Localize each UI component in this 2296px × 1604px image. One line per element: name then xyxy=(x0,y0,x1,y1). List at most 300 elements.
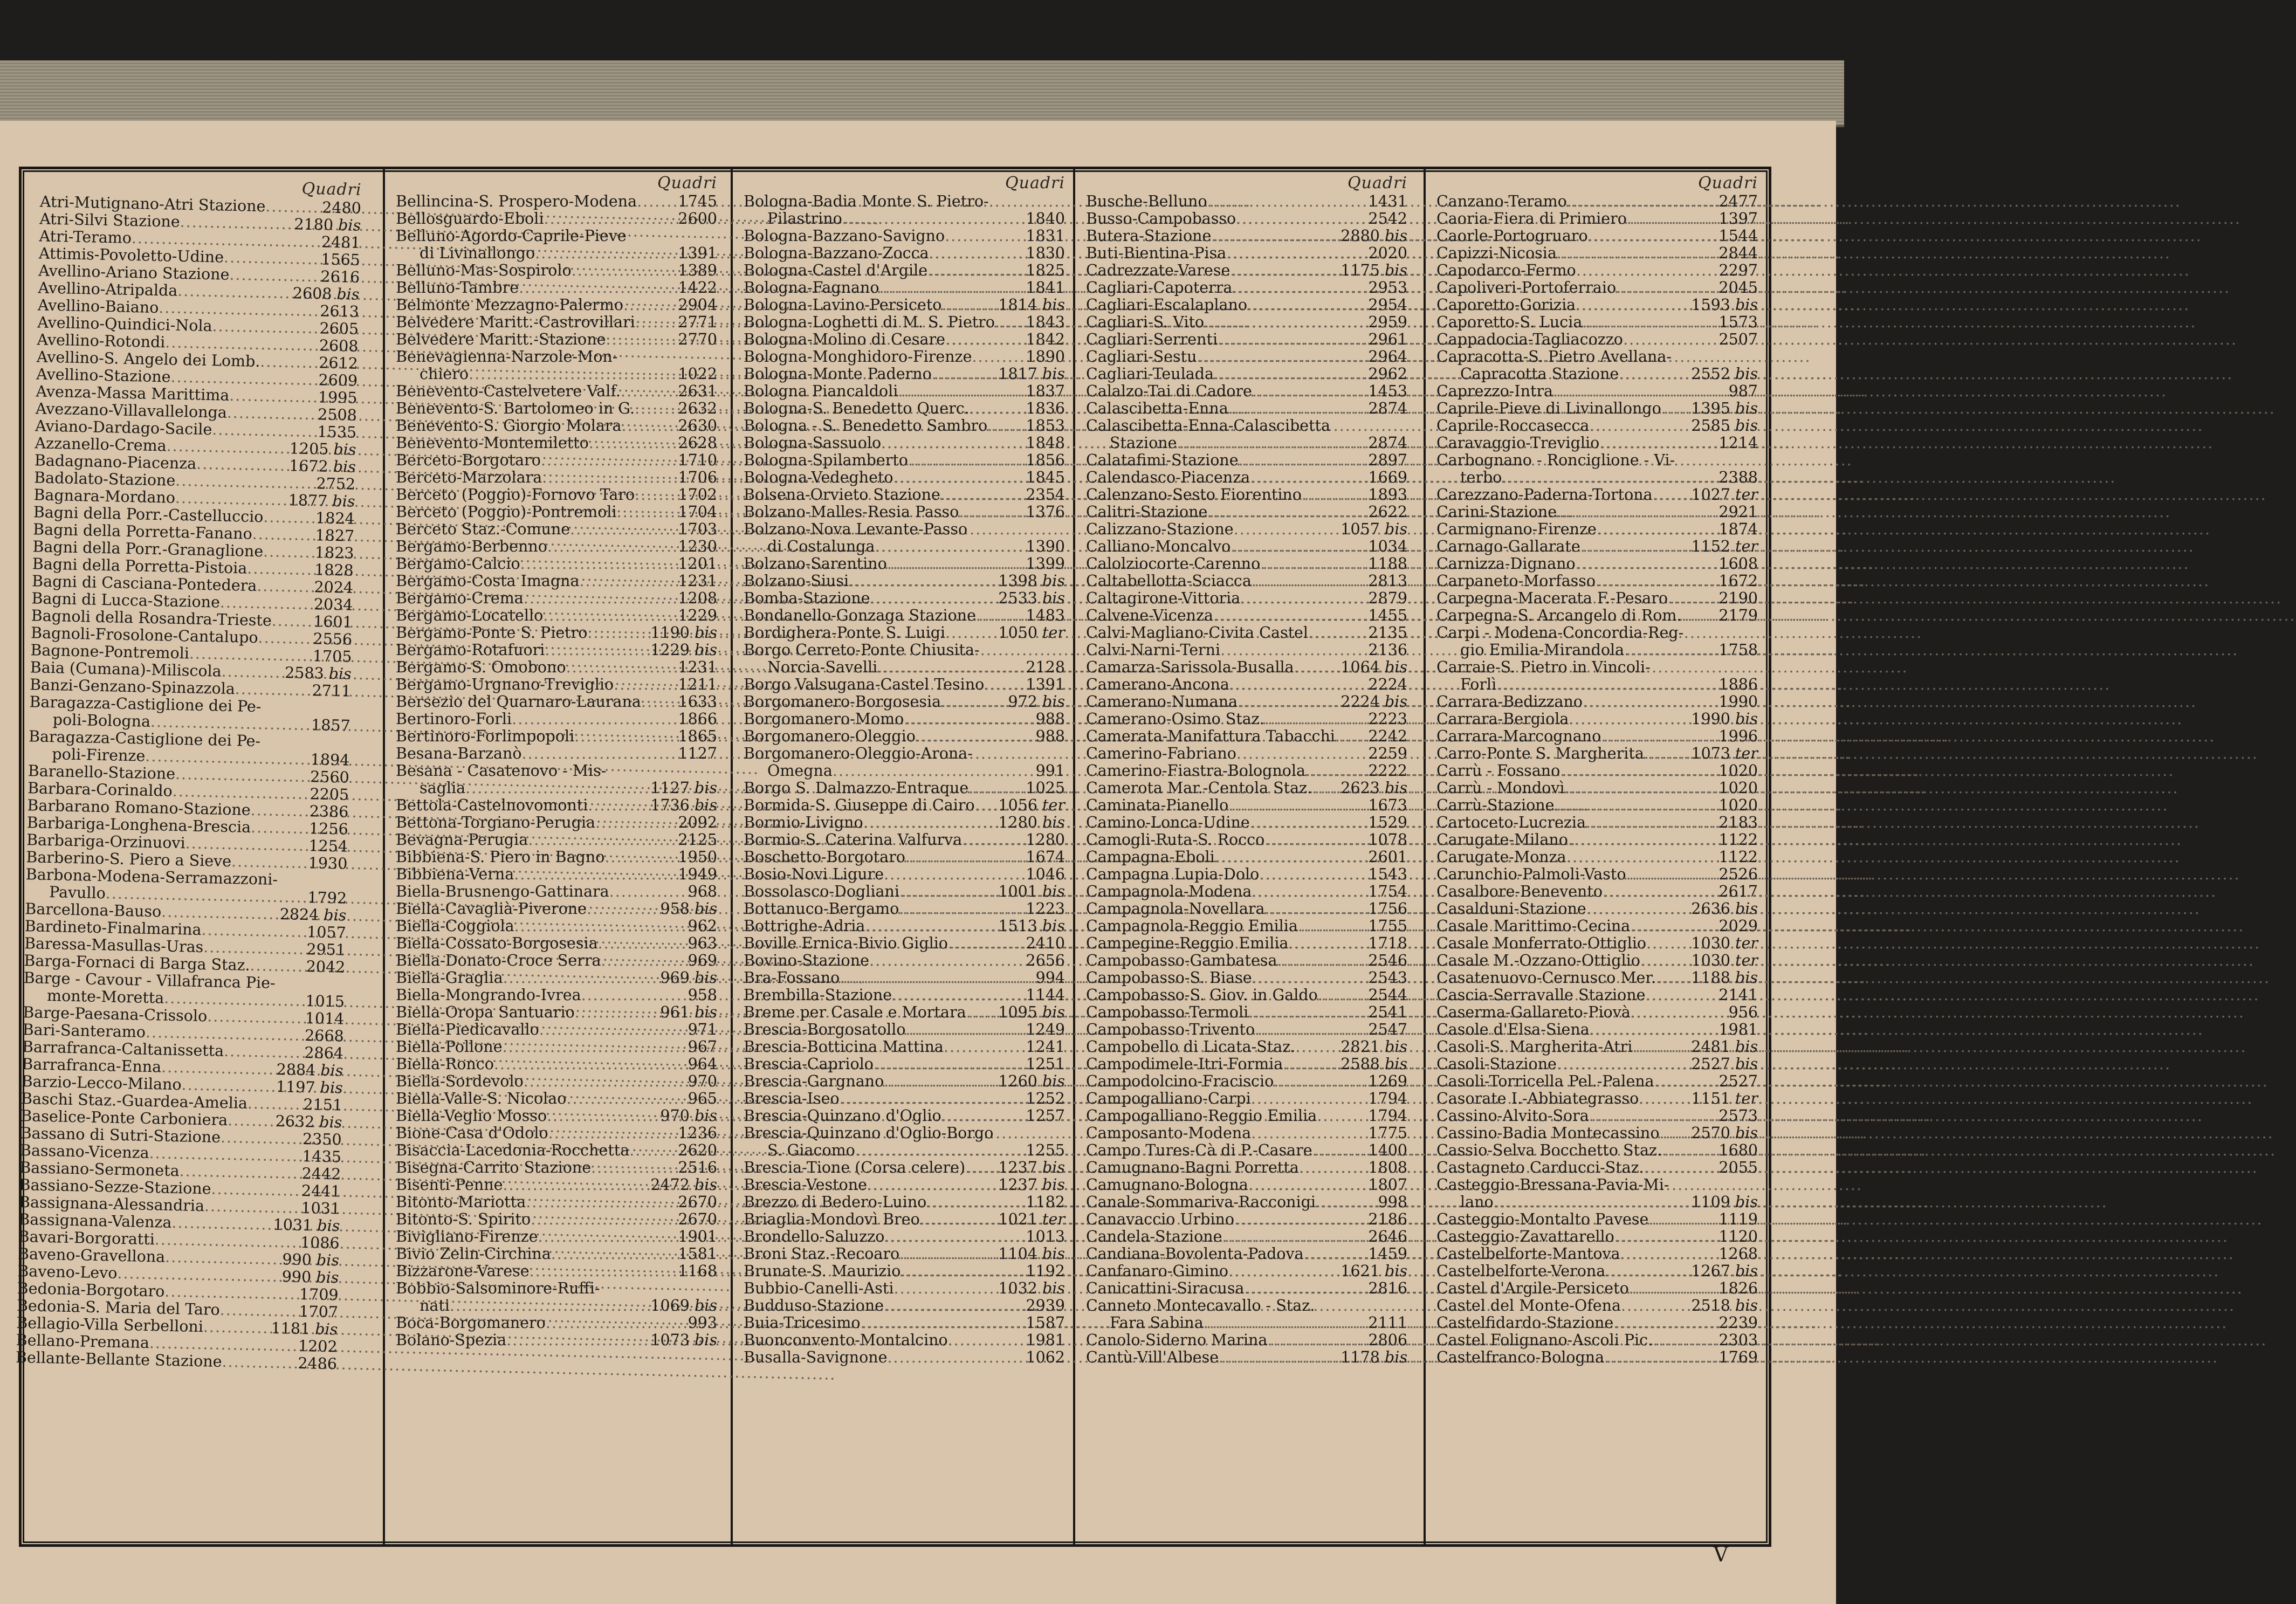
entry-route-name: Bione-Casa d'Odolo xyxy=(396,1124,548,1142)
table-number-value: 1826 xyxy=(1718,1279,1758,1297)
index-entry xyxy=(744,1176,1065,1194)
table-number-value: 1223 xyxy=(1026,900,1065,918)
index-entry-continued xyxy=(1086,417,1407,435)
entry-table-number xyxy=(1716,918,1758,935)
entry-table-number xyxy=(1716,780,1758,797)
table-number-suffix: bis xyxy=(1042,883,1065,900)
entry-route-name: Badolato-Stazione xyxy=(33,469,176,490)
table-number-value: 1208 xyxy=(678,589,717,607)
entry-route-name: Calendasco-Piacenza xyxy=(1086,469,1250,486)
entry-route-name: Bevagna-Perugia xyxy=(396,831,528,849)
table-number-value: 2092 xyxy=(678,814,717,831)
index-entry xyxy=(744,987,1065,1004)
entry-route-name: Belluno-Agordo-Caprile-Pieve xyxy=(396,227,627,245)
entry-route-name: Bisaccia-Lacedonia-Rocchetta xyxy=(396,1141,630,1159)
entry-table-number xyxy=(287,440,356,459)
entry-route-name: Cassio-Selva Bocchetto Staz. xyxy=(1436,1141,1662,1159)
index-entry xyxy=(744,555,1065,573)
table-number-value: 1756 xyxy=(1368,900,1407,918)
table-number-value: 1030 xyxy=(1691,952,1730,969)
table-number-value: 1843 xyxy=(1026,313,1065,331)
index-entry xyxy=(1086,1056,1407,1073)
index-entry-continued xyxy=(744,642,1065,659)
entry-route-name: Biella-Mongrando-Ivrea xyxy=(396,986,581,1004)
index-entry xyxy=(396,193,717,210)
leader-dots xyxy=(1230,262,1338,279)
entry-route-name: Baia (Cumana)-Miliscola xyxy=(30,658,222,680)
index-entry xyxy=(1086,1038,1407,1056)
entry-table-number xyxy=(1366,987,1407,1004)
index-entry xyxy=(1086,383,1407,400)
leader-dots xyxy=(840,1090,1024,1107)
table-number-value: 1754 xyxy=(1368,883,1407,900)
entry-route-name: Budduso-Stazione xyxy=(744,1297,884,1314)
entry-route-name: Omegna xyxy=(767,762,833,780)
entry-route-name: Brondello-Saluzzo xyxy=(744,1228,885,1245)
table-number-value: 1842 xyxy=(1026,331,1065,348)
table-number-value: 994 xyxy=(1035,969,1065,987)
index-entry xyxy=(1436,504,1758,521)
index-entry xyxy=(1436,900,1758,918)
index-entry xyxy=(744,348,1065,366)
index-entry xyxy=(396,331,717,348)
table-number-value: 1057 xyxy=(1341,520,1380,538)
entry-table-number xyxy=(1034,728,1065,745)
leader-dots xyxy=(884,1297,1023,1314)
table-number-value: 1237 xyxy=(998,1159,1037,1176)
table-number-value: 2752 xyxy=(316,474,356,493)
entry-route-name: poli-Bologna xyxy=(52,711,151,731)
entry-route-name: Barbona-Modena-Serramazzoni- xyxy=(25,865,278,889)
index-entry xyxy=(396,245,717,262)
index-entry-continued xyxy=(1436,624,1758,642)
entry-route-name: Benevagienna-Narzole-Mon- xyxy=(396,348,618,366)
leader-dots xyxy=(1605,1263,1689,1280)
leader-dots xyxy=(204,1197,299,1217)
leader-dots xyxy=(541,452,676,469)
leader-dots xyxy=(865,918,996,935)
table-number-value: 1587 xyxy=(1026,1314,1065,1332)
table-number-value: 1252 xyxy=(1026,1090,1065,1107)
index-entry xyxy=(396,555,717,573)
entry-route-name: Carmignano-Firenze xyxy=(1436,520,1597,538)
index-entry xyxy=(396,538,717,555)
index-entry xyxy=(744,918,1065,935)
entry-table-number xyxy=(1716,797,1758,814)
table-number-value: 1990 xyxy=(1718,693,1758,711)
leader-dots xyxy=(898,383,1023,400)
leader-dots xyxy=(250,957,304,975)
index-entry xyxy=(1436,228,1758,245)
entry-table-number xyxy=(1023,1314,1065,1332)
table-number-value: 1840 xyxy=(1026,210,1065,228)
entry-route-name: Casteggio-Bressana-Pavia-Mi- xyxy=(1436,1176,1669,1194)
table-number-value: 2570 xyxy=(1691,1124,1730,1142)
leader-dots xyxy=(1304,1245,1366,1263)
entry-route-name: Aviano-Dardago-Sacile xyxy=(35,417,212,439)
index-entry xyxy=(744,952,1065,969)
leader-dots xyxy=(1298,918,1366,935)
index-entry xyxy=(1436,245,1758,262)
entry-table-number xyxy=(996,590,1065,607)
entry-route-name: Atri-Teramo xyxy=(39,227,132,247)
index-entry xyxy=(1436,1004,1758,1021)
index-entry xyxy=(1086,711,1407,728)
entry-table-number xyxy=(676,383,717,400)
entry-table-number xyxy=(1366,1228,1407,1245)
entry-table-number xyxy=(996,1004,1065,1021)
table-number-suffix: bis xyxy=(695,1297,717,1314)
table-number-value: 1710 xyxy=(678,451,717,469)
index-entry xyxy=(1436,866,1758,883)
index-entry xyxy=(744,245,1065,262)
table-number-value: 1400 xyxy=(1368,1141,1407,1159)
table-number-value: 1188 xyxy=(1691,969,1730,987)
leader-dots xyxy=(861,1314,1024,1332)
table-number-value: 990 xyxy=(282,1250,312,1269)
entry-table-number xyxy=(1338,228,1407,245)
table-number-value: 1152 xyxy=(1691,538,1730,555)
table-number-suffix: ter xyxy=(1735,952,1758,969)
entry-table-number xyxy=(308,751,350,769)
index-entry xyxy=(1436,642,1758,659)
index-entry xyxy=(396,521,717,538)
entry-route-name: Casteggio-Zavattarello xyxy=(1436,1228,1614,1245)
entry-table-number xyxy=(1716,866,1758,883)
table-number-value: 1830 xyxy=(1026,244,1065,262)
entry-table-number xyxy=(1366,797,1407,814)
leader-dots xyxy=(1653,1332,1716,1349)
leader-dots xyxy=(629,1142,676,1159)
leader-dots xyxy=(570,521,676,538)
leader-dots xyxy=(1264,900,1366,918)
index-entry xyxy=(396,1245,717,1263)
index-entry xyxy=(1436,780,1758,797)
index-entry xyxy=(1436,573,1758,590)
index-entry xyxy=(1086,1314,1407,1332)
leader-dots xyxy=(920,1211,996,1228)
entry-table-number xyxy=(1716,590,1758,607)
entry-route-name: Bomba-Stazione xyxy=(744,589,870,607)
entry-route-name: Bra-Fossano xyxy=(744,969,840,987)
entry-table-number xyxy=(317,354,358,373)
entry-table-number xyxy=(1716,435,1758,452)
entry-route-name: Caravaggio-Treviglio xyxy=(1436,434,1600,452)
entry-table-number xyxy=(1023,452,1065,469)
index-entry xyxy=(744,469,1065,486)
leader-dots xyxy=(1312,1142,1366,1159)
table-number-value: 2533 xyxy=(998,589,1037,607)
index-entry xyxy=(1086,245,1407,262)
index-entry xyxy=(744,590,1065,607)
entry-table-number xyxy=(1716,849,1758,866)
entry-route-name: Barbarano Romano-Stazione xyxy=(27,796,251,819)
table-number-suffix: bis xyxy=(317,1216,340,1235)
entry-table-number xyxy=(658,1107,717,1125)
leader-dots xyxy=(1619,366,1689,383)
leader-dots xyxy=(572,262,676,279)
leader-dots xyxy=(535,245,676,262)
table-number-value: 1120 xyxy=(1718,1228,1758,1245)
table-number-value: 1211 xyxy=(678,676,717,693)
entry-table-number xyxy=(1366,745,1407,762)
leader-dots xyxy=(247,560,313,579)
entry-table-number xyxy=(1023,676,1065,693)
entry-route-name: Campagna Lupia-Dolo xyxy=(1086,865,1260,883)
entry-route-name: Bagni di Casciana-Pontedera xyxy=(31,572,257,595)
entry-table-number xyxy=(1023,1090,1065,1107)
entry-route-name: Busso-Campobasso xyxy=(1086,210,1236,228)
entry-route-name: Castel Folignano-Ascoli Pic. xyxy=(1436,1331,1653,1349)
table-number-value: 2600 xyxy=(678,210,717,228)
entry-table-number xyxy=(1366,314,1407,331)
leader-dots xyxy=(855,1142,1024,1159)
leader-dots xyxy=(494,1056,686,1073)
entry-route-name: Bassano di Sutri-Stazione xyxy=(20,1124,221,1146)
leader-dots xyxy=(926,1194,1023,1211)
table-number-suffix: bis xyxy=(1385,227,1407,245)
table-number-value: 2111 xyxy=(1368,1314,1407,1332)
index-entry xyxy=(396,1142,717,1159)
leader-dots xyxy=(840,969,1033,987)
leader-dots xyxy=(203,939,305,958)
entry-route-name: Campogalliano-Carpi xyxy=(1086,1090,1251,1107)
table-number-value: 962 xyxy=(688,917,717,935)
index-entry xyxy=(1436,555,1758,573)
index-entry xyxy=(1086,1004,1407,1021)
index-entry xyxy=(1086,366,1407,383)
entry-table-number xyxy=(1366,711,1407,728)
entry-route-name: Avellino-S. Angelo dei Lomb. xyxy=(36,348,260,371)
leader-dots xyxy=(1646,935,1689,952)
table-number-value: 1836 xyxy=(1026,400,1065,417)
table-number-value: 1808 xyxy=(1368,1159,1407,1176)
entry-table-number xyxy=(1366,1332,1407,1349)
leader-dots xyxy=(874,1056,1023,1073)
entry-table-number xyxy=(311,630,352,649)
entry-table-number xyxy=(648,642,717,659)
index-entry xyxy=(1436,297,1758,314)
entry-route-name: Campagnola-Modena xyxy=(1086,883,1252,900)
index-column-5 xyxy=(1426,175,1768,1541)
book-page xyxy=(0,121,1836,1604)
table-number-suffix: bis xyxy=(324,906,347,925)
index-entry xyxy=(1086,314,1407,331)
leader-dots xyxy=(201,921,305,941)
entry-route-name: Camerano-Numana xyxy=(1086,693,1238,711)
leader-dots xyxy=(1295,1038,1338,1056)
index-entry xyxy=(744,383,1065,400)
entry-route-name: Calascibetta-Enna xyxy=(1086,400,1228,417)
leader-dots xyxy=(1234,1211,1366,1228)
table-number-value: 1046 xyxy=(1026,865,1065,883)
leader-dots xyxy=(545,642,648,659)
leader-dots xyxy=(945,624,996,642)
entry-route-name: Caprile-Roccasecca xyxy=(1436,417,1590,435)
table-number-value: 1399 xyxy=(1026,555,1065,573)
table-number-value: 2526 xyxy=(1718,865,1758,883)
entry-table-number xyxy=(1689,400,1758,417)
table-number-value: 2410 xyxy=(1026,934,1065,952)
index-entry-continued xyxy=(1436,348,1758,366)
table-number-value: 1608 xyxy=(1718,555,1758,573)
table-number-value: 1792 xyxy=(307,889,347,907)
leader-dots xyxy=(1277,952,1366,969)
index-entry xyxy=(1436,762,1758,780)
entry-route-name: Bologna-Bazzano-Zocca xyxy=(744,244,929,262)
entry-table-number xyxy=(292,216,361,235)
leader-dots xyxy=(229,387,316,406)
table-number-value: 2128 xyxy=(1026,658,1065,676)
leader-dots xyxy=(1568,831,1717,849)
entry-table-number xyxy=(1689,366,1758,383)
index-entry xyxy=(1086,1349,1407,1366)
table-number-value: 958 xyxy=(660,900,690,918)
entry-route-name: Bellagio-Villa Serbelloni xyxy=(16,1313,204,1336)
entry-route-name: Bormio-Livigno xyxy=(744,814,863,831)
table-number-value: 1775 xyxy=(1368,1124,1407,1142)
entry-route-name: Casale Marittimo-Cecina xyxy=(1436,917,1631,935)
leader-dots xyxy=(1596,573,1716,590)
entry-table-number xyxy=(1366,279,1407,297)
table-number-value: 1853 xyxy=(1026,417,1065,435)
table-number-value: 1391 xyxy=(1026,676,1065,693)
index-entry xyxy=(744,331,1065,348)
table-number-suffix: ter xyxy=(1735,1090,1758,1107)
entry-route-name: Bari-Santeramo xyxy=(22,1021,146,1041)
entry-route-name: Calitri-Stazione xyxy=(1086,503,1208,521)
entry-table-number xyxy=(1366,366,1407,383)
leader-dots xyxy=(250,802,307,820)
leader-dots xyxy=(595,814,676,831)
table-number-value: 1144 xyxy=(1026,986,1065,1004)
table-number-value: 1758 xyxy=(1718,641,1758,659)
index-entry xyxy=(1436,969,1758,987)
leader-dots xyxy=(904,711,1033,728)
table-number-suffix: bis xyxy=(695,969,717,987)
column-header: Quadri xyxy=(1348,174,1407,192)
entry-route-name: Campobasso-Gambatesa xyxy=(1086,952,1277,969)
index-entry xyxy=(1086,987,1407,1004)
entry-route-name: Benevento-Castelvetere Valf. xyxy=(396,382,621,400)
table-number-value: 2190 xyxy=(1718,589,1758,607)
entry-route-name: Caprezzo-Intra xyxy=(1436,382,1553,400)
index-entry xyxy=(1086,331,1407,348)
leader-dots xyxy=(966,1004,996,1021)
table-number-suffix: bis xyxy=(1042,1176,1065,1194)
entry-route-name: Baranello-Stazione xyxy=(28,762,176,783)
entry-route-name: Bagni di Lucca-Stazione xyxy=(31,589,221,611)
table-number-value: 1565 xyxy=(320,250,361,269)
table-number-value: 2770 xyxy=(678,331,717,348)
entry-table-number xyxy=(1716,762,1758,780)
leader-dots xyxy=(1599,435,1716,452)
entry-table-number xyxy=(1727,383,1758,400)
leader-dots xyxy=(1207,504,1366,521)
index-entry xyxy=(396,1194,717,1211)
entry-route-name: Biella-Ronco xyxy=(396,1055,494,1073)
entry-table-number xyxy=(1366,573,1407,590)
index-entry xyxy=(396,1107,717,1125)
index-entry-continued xyxy=(1086,1297,1407,1314)
entry-route-name: Bosio-Novi Ligure xyxy=(744,865,884,883)
entry-table-number xyxy=(1366,952,1407,969)
leader-dots xyxy=(591,1159,676,1176)
table-number-value: 2547 xyxy=(1368,1021,1407,1038)
entry-route-name: Canolo-Siderno Marina xyxy=(1086,1331,1268,1349)
leader-dots xyxy=(635,314,676,331)
entry-table-number xyxy=(1366,1125,1407,1142)
index-entry xyxy=(744,659,1065,676)
table-number-suffix: bis xyxy=(695,1003,717,1021)
table-number-value: 2824 xyxy=(279,905,319,924)
table-number-value: 1269 xyxy=(1368,1072,1407,1090)
leader-dots xyxy=(1236,745,1366,762)
entry-route-name: Camerano-Ancona xyxy=(1086,676,1229,693)
entry-route-name: Casorate I.-Abbiategrasso xyxy=(1436,1090,1639,1107)
leader-dots xyxy=(589,435,676,452)
entry-table-number xyxy=(1716,1228,1758,1245)
entry-table-number xyxy=(676,1142,717,1159)
table-number-value: 2179 xyxy=(1718,607,1758,624)
entry-table-number xyxy=(1023,849,1065,866)
leader-dots xyxy=(1274,1073,1366,1090)
table-number-value: 1001 xyxy=(998,883,1037,900)
index-entry xyxy=(1436,952,1758,969)
entry-table-number xyxy=(1689,1297,1758,1314)
entry-table-number xyxy=(1689,486,1758,504)
entry-route-name: Castel d'Argile-Persiceto xyxy=(1436,1279,1629,1297)
table-number-value: 965 xyxy=(688,1090,717,1107)
entry-route-name: Campobasso-S. Giov. in Galdo xyxy=(1086,986,1318,1004)
entry-table-number xyxy=(1689,538,1758,555)
entry-table-number xyxy=(676,1194,717,1211)
entry-table-number xyxy=(648,624,717,642)
table-number-value: 1950 xyxy=(678,848,717,866)
index-entry xyxy=(1086,659,1407,676)
table-number-suffix: ter xyxy=(1042,796,1065,814)
entry-route-name: Biella-Coggiola xyxy=(396,917,514,935)
table-number-value: 1398 xyxy=(998,572,1037,590)
leader-dots xyxy=(598,935,686,952)
entry-table-number xyxy=(686,918,717,935)
entry-route-name: Bellano-Premana xyxy=(16,1331,150,1352)
entry-table-number xyxy=(1366,486,1407,504)
leader-dots xyxy=(1502,469,1716,486)
leader-dots xyxy=(842,210,1024,228)
entry-route-name: Baragazza-Castiglione dei Pe- xyxy=(29,693,262,716)
entry-route-name: Bergamo-Ponte S. Pietro xyxy=(396,624,588,642)
index-entry xyxy=(396,745,717,762)
table-number-value: 2186 xyxy=(1368,1210,1407,1228)
entry-route-name: Bivio Zelin-Circhina xyxy=(396,1245,551,1263)
entry-route-name: Cassino-Badia Montecassino xyxy=(1436,1124,1660,1142)
table-number-value: 1182 xyxy=(1026,1193,1065,1211)
leader-dots xyxy=(203,1318,269,1337)
leader-dots xyxy=(1207,193,1366,210)
entry-route-name: Bologna-Monte Paderno xyxy=(744,365,932,383)
entry-table-number xyxy=(1023,210,1065,228)
entry-route-name: Cagliari-Sestu xyxy=(1086,348,1197,366)
table-number-value: 2541 xyxy=(1368,1003,1407,1021)
entry-table-number xyxy=(1366,642,1407,659)
table-number-value: 2632 xyxy=(275,1112,315,1131)
leader-dots xyxy=(1255,1021,1366,1038)
leader-dots xyxy=(587,900,658,918)
entry-route-name: Capizzi-Nicosia xyxy=(1436,244,1557,262)
table-number-value: 1032 xyxy=(998,1279,1037,1297)
index-entry xyxy=(1086,1107,1407,1125)
